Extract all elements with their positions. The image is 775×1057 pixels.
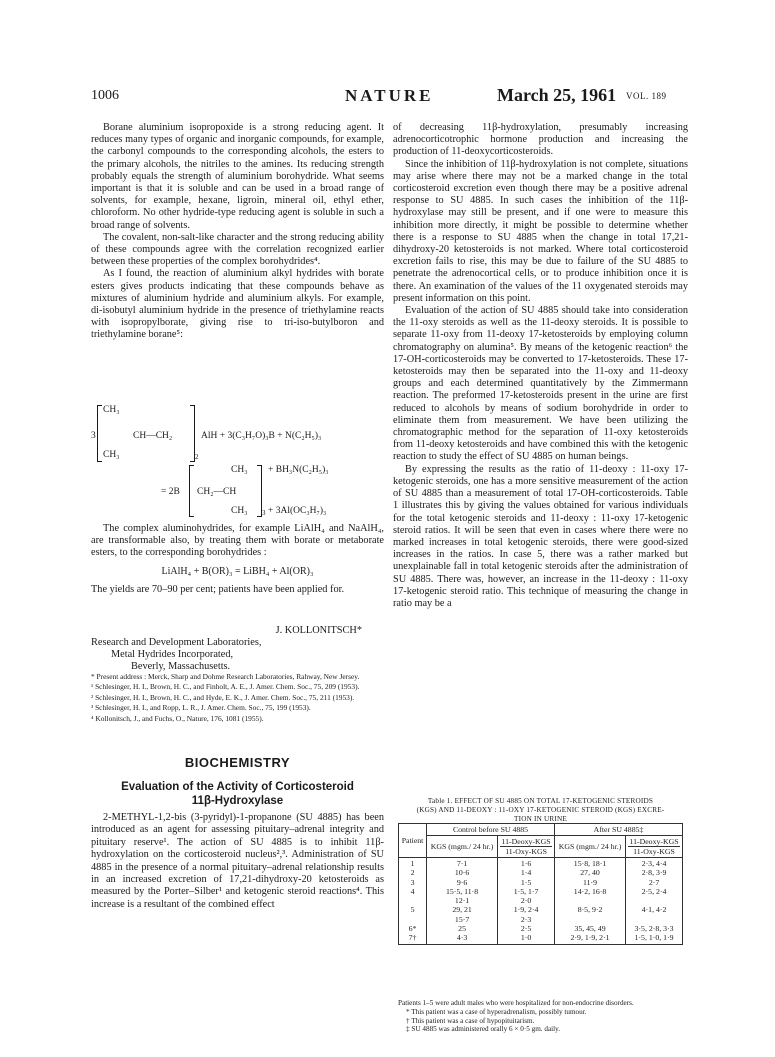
table-cell: 2·9, 1·9, 2·1 — [570, 933, 610, 943]
issue-date: March 25, 1961 — [497, 85, 617, 105]
table-cell: 2·8, 3·9 — [641, 868, 667, 878]
table-cell: 25 — [458, 924, 466, 934]
ratio-denominator: 11-Oxy-KGS — [505, 847, 547, 856]
column-after-kgs — [555, 858, 626, 945]
reference-item: ¹ Schlesinger, H. I., Brown, H. C., and Finholt, A. E., J. Amer. Chem. Soc., 75, 209 (1953). — [91, 682, 360, 692]
table-cell: 4·3 — [456, 933, 468, 943]
table-note: † This patient was a case of hypopituitarism. — [406, 1016, 535, 1025]
col-header-patient: Patient — [399, 824, 427, 858]
table-cell: 4 — [410, 886, 415, 896]
table-cell: 1·0 — [520, 933, 532, 943]
table-cell: 4·1, 4·2 — [641, 905, 667, 915]
table-cell: 2·3, 4·4 — [641, 859, 667, 868]
table-cell: 10·6 — [454, 868, 470, 878]
table-cell: 12·1 — [454, 896, 470, 906]
equation-reactants: AlH + 3(C₃H₇O)₃B + N(C₂H₅)₃ — [201, 431, 322, 441]
bracket-left — [189, 465, 194, 517]
column-patient — [399, 858, 427, 945]
table-cell: 1·5, 1·0, 1·9 — [634, 933, 674, 943]
table-cell: 3·5, 2·8, 3·3 — [634, 924, 674, 934]
ratio-denominator: 11-Oxy-KGS — [633, 847, 675, 856]
article-title — [91, 780, 384, 808]
table-cell: 1 — [410, 859, 415, 868]
affiliation-line: Metal Hydrides Incorporated, — [111, 649, 234, 660]
equation-group: CH₂—CH — [197, 487, 237, 497]
paragraph: As I found, the reaction of aluminium alkyl hydrides with borate esters gives products indicating that these compounds behave as mixtures of aluminium hydride and aluminium alkyls. For example, di-isobutyl aluminium hydride in the presence of triethylamine reacts with isopropylborate, giving rise to tri-iso-butylboron and triethylamine borane⁵: — [91, 268, 384, 341]
data-table — [398, 823, 683, 945]
affiliation-line: Beverly, Massachusetts. — [131, 661, 231, 672]
caption-line: (KGS) AND 11-DEOXY : 11-OXY 17-KETOGENIC STEROID (KGS) EXCRE- — [416, 806, 665, 814]
paragraph: By expressing the results as the ratio of 11-deoxy : 11-oxy 17-ketogenic steroids, one has a more sensitive measurement of the action of SU 4885 than a measurement of total 17-OH-corticosteroids. Table 1 illustrates this by giving the values obtained for various individuals for the total ketogenic steroids and 11-deoxy : 11-oxy 17-ketogenic steroid ratios. It will be seen that even in cases where there were no marked increases in total ketogenic steroids, there were good-sized increases in the ratios. In case 5, there was a rather marked but unexplainable fall in total ketogenic steroids after the administration of SU 4885. There was, however, an increase in the 11-deoxy : 11-oxy 17-ketogenic steroid ratio. This technique of measuring the change in ratio may be a — [393, 463, 688, 609]
equation-group: CH—CH₂ — [133, 431, 173, 441]
table-cell: 6* — [408, 924, 417, 934]
table-cell: 2·5, 2·4 — [641, 886, 667, 896]
bracket-left — [97, 405, 102, 462]
col-header-kgs: KGS (mgm./ 24 hr.) — [555, 836, 626, 858]
table-cell: 15·7 — [454, 914, 470, 924]
table-cell: 1·5 — [520, 877, 532, 887]
ratio-numerator: 11-Deoxy-KGS — [501, 837, 551, 846]
table-cell — [401, 915, 424, 924]
volume-number: VOL. 189 — [626, 91, 667, 101]
table-note: Patients 1–5 were adult males who were hospitalized for non-endocrine disorders. — [398, 999, 634, 1007]
author-name: J. KOLLONITSCH* — [275, 625, 362, 636]
paragraph: Evaluation of the action of SU 4885 should take into consideration the 11-oxy steroids as well as the 11-deoxy steroids. It is possible to separate 11-oxy from 11-deoxy 17-ketosteroids by employing column chromatography on alumina⁵. By means of the ketogenic reaction⁶ the 17-OH-corticosteroids may be converted to 17-ketosteroids. These 17-ketosteroids may then be separated into the 11-oxy and 11-deoxy groups and each determined quantitatively by the Zimmermann reaction. The preformed 17-ketosteroids present in the urine are first reduced to alcohols by means of sodium borohydride in order to eliminate them from measurement. We have been utilizing the chromatographic method for the separation of 11-oxy ketosteroids from 11-deoxy ketosteroids and have combined this with the ketogenic reaction to study the effect of SU 4885 on human beings. — [393, 305, 688, 463]
table-cell: 2·5 — [520, 924, 532, 934]
col-header-kgs: KGS (mgm./ 24 hr.) — [427, 836, 498, 858]
reference-item: * Present address : Merck, Sharp and Dohme Research Laboratories, Rahway, New Jersey. — [91, 672, 360, 681]
table-cell: 1·4 — [520, 868, 532, 878]
journal-title: NATURE — [345, 86, 434, 105]
table-cell: 1·9, 2·4 — [513, 905, 539, 915]
table-cell: 15·8, 18·1 — [573, 859, 607, 868]
table-cell: 14·2, 16·8 — [573, 886, 607, 896]
paragraph: of decreasing 11β-hydroxylation, presumably increasing adrenocorticotrophic hormone production and increasing the production of 11-deoxycorticosteroids. — [393, 122, 688, 158]
caption-line: TION IN URINE — [514, 815, 567, 823]
column-before-kgs — [427, 858, 498, 945]
reference-item: ⁴ Kollonitsch, J., and Fuchs, O., Nature, 176, 1081 (1955). — [91, 713, 264, 723]
right-column-text — [393, 122, 688, 610]
table-cell: 3 — [410, 877, 415, 887]
table-cell — [557, 915, 623, 924]
table-cell — [628, 896, 680, 905]
paragraph: Borane aluminium isopropoxide is a strong reducing agent. It reduces many types of organic and inorganic compounds, for example, the carbonyl compounds to the corresponding alcohols, the esters to the primary alcohols, the nitriles to the amines. Its reducing strength probably equals the strength of aluminium borohydride. What seems important is that it is soluble and can be used in a broad range of solvents, for example, hexane, ligroin, mineral oil, ethyl ether, chloroform. No other hydride-type reducing agent is soluble in such a broad range of solvents. — [91, 122, 384, 231]
table-cell: 5 — [410, 905, 415, 915]
article-title-line: Evaluation of the Activity of Corticosteroid — [121, 781, 354, 793]
equation-coefficient: 3 — [91, 431, 96, 441]
article-title-line: 11β-Hydroxylase — [191, 795, 284, 807]
group-header-after: After SU 4885‡ — [555, 824, 683, 836]
table-cell: 15·5, 11·8 — [445, 886, 479, 896]
paragraph: The yields are 70–90 per cent; patients have been applied for. — [91, 583, 345, 595]
equation-product: + 3Al(OC₃H₇)₃ — [268, 506, 327, 516]
equation-group: CH₃ — [231, 465, 248, 475]
page-number: 1006 — [91, 88, 119, 103]
affiliation-line: Research and Development Laboratories, — [91, 637, 262, 648]
column-before-ratio — [498, 858, 555, 945]
table-cell: 11·9 — [583, 877, 598, 887]
table-cell: 2·0 — [520, 896, 532, 906]
table-cell: 9·6 — [456, 877, 468, 887]
table-note: * This patient was a case of hyperadrenalism, possibly tumour. — [406, 1007, 587, 1016]
equation-group: CH₃ — [103, 405, 120, 415]
section-heading: BIOCHEMISTRY — [184, 755, 291, 770]
equation-lhs: = 2B — [161, 487, 180, 497]
table-cell: 2·7 — [648, 877, 660, 887]
table-cell: 7·1 — [456, 859, 468, 868]
paragraph: The covalent, non-salt-like character and the strong reducing ability of these compounds agree with the correlation recognized earlier between these properties of the complex borohydrides⁴. — [91, 231, 384, 268]
equation-subscript: 3 — [262, 509, 266, 517]
reference-item: ³ Schlesinger, H. I., and Ropp, L. R., J. Amer. Chem. Soc., 75, 199 (1953). — [91, 703, 311, 713]
table-cell — [628, 915, 680, 924]
column-after-ratio — [626, 858, 683, 945]
table-cell: 1·6 — [520, 859, 532, 868]
article-body — [91, 812, 384, 911]
group-header-before: Control before SU 4885 — [427, 824, 555, 836]
table-cell — [401, 896, 424, 905]
table-cell: 7† — [408, 933, 417, 943]
paragraph: 2-METHYL-1,2-bis (3-pyridyl)-1-propanone (SU 4885) has been introduced as an agent for assessing pituitary–adrenal integrity and pituitary reserve¹. The action of SU 4885 is to inhibit 11β-hydroxylation on the corticosteroid nucleus²,³. Administration of SU 4885 in the presence of a normal pituitary–adrenal relationship results in an increased excretion of 17,21-dihydroxy-20 ketosteroids as measured by the Porter–Silber¹ and ketogenic steroid reactions⁴. This increase is a resultant of the combined effect — [91, 812, 384, 910]
reference-item: ² Schlesinger, H. I., Brown, H. C., and Hyde, E. K., J. Amer. Chem. Soc., 75, 211 (1953). — [91, 692, 355, 702]
left-column-text — [91, 122, 384, 342]
ratio-numerator: 11-Deoxy-KGS — [629, 837, 679, 846]
author-signature-block — [91, 625, 384, 673]
table-cell: 2 — [410, 868, 415, 878]
col-header-ratio — [498, 836, 555, 858]
equation-product: + BH₃N(C₂H₅)₃ — [268, 465, 329, 475]
table-cell: 1·5, 1·7 — [513, 886, 539, 896]
table-caption — [393, 797, 688, 824]
references — [91, 672, 384, 724]
table-cell: 29, 21 — [452, 905, 472, 915]
table-note: ‡ SU 4885 was administered orally 6 × 0·5 gm. daily. — [406, 1025, 561, 1034]
caption-line: Table 1. EFFECT OF SU 4885 ON TOTAL 17-KETOGENIC STEROIDS — [427, 797, 654, 805]
table-cell: 2·3 — [520, 914, 532, 924]
table-notes — [398, 999, 688, 1034]
left-column-after-equation — [91, 523, 384, 596]
table-cell — [557, 896, 623, 905]
col-header-ratio — [626, 836, 683, 858]
paragraph: Since the inhibition of 11β-hydroxylation is not complete, situations may arise where there may not be a marked change in the total corticosteroid excretion even though there may be a positive adrenal response to SU 4885. In such cases the inhibition of the 11β-hydroxylase may still be present, and if one were to measure this inhibition more directly, it might be possible to determine whether there is a response to SU 4885 when the change in total 17,21-dihydroxy-20 ketosteroids is not marked. Where total corticosteroid excretion fails to rise, this may be due to failure of the SU 4885 to penetrate the adrenocortical cells, or to produce inhibition once it is there. An examination of the values of the 11 oxygenated steroids may present information on this point. — [393, 158, 688, 304]
equation-group: CH₃ — [231, 506, 248, 516]
table-cell: 35, 45, 49 — [574, 924, 606, 934]
table-cell: 8·5, 9·2 — [577, 905, 603, 915]
table-cell: 27, 40 — [580, 868, 600, 878]
equation-group: CH₃ — [103, 450, 120, 460]
chemical-equation — [91, 403, 384, 521]
equation-subscript: 2 — [195, 453, 199, 461]
paragraph: The complex aluminohydrides, for example LiAlH₄ and NaAlH₄, are transformable also, by treating them with borate or metaborate esters, to the corresponding borohydrides : — [91, 523, 384, 559]
chemical-equation-3: LiAlH₄ + B(OR)₃ = LiBH₄ + Al(OR)₃ — [161, 565, 314, 577]
